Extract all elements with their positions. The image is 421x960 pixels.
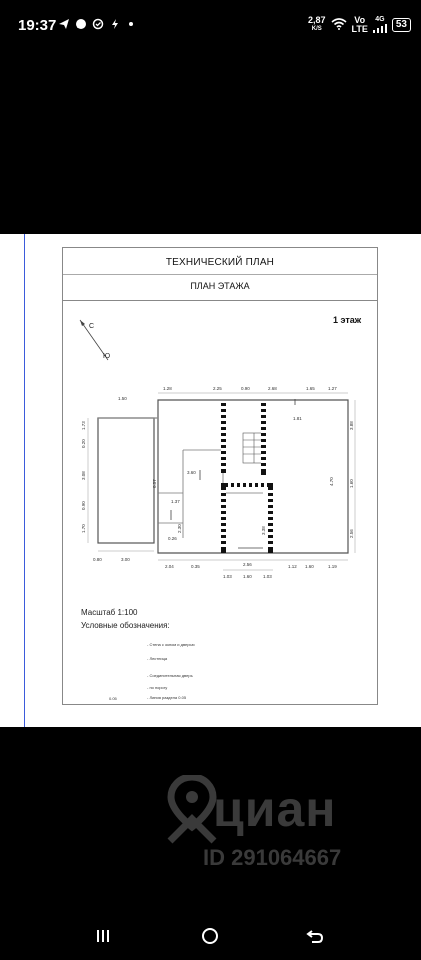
dim-right-1: 1.60 bbox=[349, 479, 354, 488]
floor-plan-sheet bbox=[62, 247, 378, 705]
dim-bottom-1: 3.00 bbox=[121, 557, 130, 562]
battery-indicator: 53 bbox=[392, 18, 411, 32]
document-viewer[interactable] bbox=[0, 234, 421, 727]
dim-bottom-5: 1.12 bbox=[288, 564, 297, 569]
dot-icon bbox=[126, 18, 136, 33]
status-bar bbox=[0, 0, 421, 52]
dim-left-4: 1.70 bbox=[81, 524, 86, 533]
legend-item-2: - Соединительная дверь bbox=[147, 673, 193, 678]
dim-left-3: 0.90 bbox=[81, 501, 86, 510]
chat-icon bbox=[75, 18, 87, 33]
dim-left-1: 0.20 bbox=[81, 439, 86, 448]
speed-value: 2,87 bbox=[308, 15, 326, 25]
watermark-id: ID 291064667 bbox=[203, 845, 342, 870]
dim-top-5: 1.27 bbox=[328, 386, 337, 391]
scale-label: Масштаб 1:100 bbox=[81, 608, 138, 617]
dimension-labels bbox=[81, 386, 354, 579]
dim-bottom2-1: 1.60 bbox=[243, 574, 252, 579]
back-icon bbox=[306, 928, 324, 944]
network-type: 4G bbox=[375, 16, 385, 23]
compass-icon bbox=[80, 320, 110, 360]
page-edge-line bbox=[24, 234, 25, 727]
watermark-brand: циан bbox=[213, 781, 337, 837]
legend-small-value: 0.05 bbox=[109, 696, 117, 701]
network-speed bbox=[308, 16, 326, 34]
dim-top-1: 2.25 bbox=[213, 386, 222, 391]
dim-left-0: 1.73 bbox=[81, 421, 86, 430]
legend-item-1: - Лестница bbox=[147, 656, 168, 661]
dim-right-0: 3.88 bbox=[349, 421, 354, 430]
dim-inner-5: 3.38 bbox=[261, 526, 266, 535]
recent-apps-icon bbox=[96, 928, 114, 944]
dim-bottom-6: 1.60 bbox=[305, 564, 314, 569]
dim-top-left: 1.50 bbox=[118, 396, 127, 401]
status-right bbox=[308, 15, 411, 35]
navigation-bar bbox=[0, 910, 421, 960]
notification-icons bbox=[58, 18, 136, 33]
telegram-icon bbox=[58, 18, 70, 33]
dim-bottom-2: 2.04 bbox=[165, 564, 174, 569]
volte-top: Vo bbox=[354, 15, 366, 25]
dim-inner-2: 1.37 bbox=[171, 499, 180, 504]
dim-right-2: 2.56 bbox=[349, 529, 354, 538]
dim-left-2: 3.08 bbox=[81, 471, 86, 480]
wifi-icon bbox=[331, 18, 347, 32]
legend-item-4: - Линия раздела 0.05 bbox=[147, 695, 187, 700]
dim-inner-4: 0.26 bbox=[168, 536, 177, 541]
document-subtitle: ПЛАН ЭТАЖА bbox=[190, 281, 250, 291]
recent-apps-button[interactable] bbox=[90, 924, 120, 948]
dim-bottom2-0: 1.03 bbox=[223, 574, 232, 579]
dim-top-4: 1.65 bbox=[306, 386, 315, 391]
dim-top-0: 1.28 bbox=[163, 386, 172, 391]
floor-label: 1 этаж bbox=[333, 315, 362, 325]
compass-south: Ю bbox=[103, 353, 111, 360]
home-button[interactable] bbox=[195, 924, 225, 948]
dim-bottom-3: 0.35 bbox=[191, 564, 200, 569]
dim-inner-0: 0.57 bbox=[152, 479, 157, 488]
document-title: ТЕХНИЧЕСКИЙ ПЛАН bbox=[165, 257, 275, 268]
speed-unit: K/S bbox=[311, 26, 322, 32]
dim-bottom-4: 2.56 bbox=[243, 562, 252, 567]
watermark bbox=[165, 775, 405, 875]
floor-plan-drawing bbox=[63, 248, 377, 604]
back-button[interactable] bbox=[300, 924, 330, 948]
dim-inner-6: 4.70 bbox=[329, 477, 334, 486]
bolt-icon bbox=[109, 18, 121, 33]
signal-icon bbox=[373, 24, 387, 33]
compass-north: С bbox=[89, 323, 95, 330]
dim-bottom2-2: 1.03 bbox=[263, 574, 272, 579]
dim-top-2: 0.90 bbox=[241, 386, 250, 391]
dim-inner-1: 3.60 bbox=[187, 470, 196, 475]
dim-inner-7: 1.81 bbox=[293, 416, 302, 421]
dim-top-3: 2.68 bbox=[268, 386, 277, 391]
home-icon bbox=[200, 926, 220, 946]
check-circle-icon bbox=[92, 18, 104, 33]
dim-bottom-7: 1.19 bbox=[328, 564, 337, 569]
legend-title: Условные обозначения: bbox=[81, 621, 170, 630]
status-time: 19:37 bbox=[18, 17, 57, 34]
volte-bottom: LTE bbox=[351, 24, 368, 34]
volte-indicator bbox=[352, 16, 368, 34]
dim-bottom-0: 0.80 bbox=[93, 557, 102, 562]
signal-group bbox=[373, 15, 387, 35]
legend-item-3: - по порогу bbox=[147, 685, 168, 690]
dim-inner-3: 2.30 bbox=[177, 524, 182, 533]
legend-item-0: - Стена с окном и дверью bbox=[147, 642, 195, 647]
location-pin-icon bbox=[167, 775, 217, 845]
